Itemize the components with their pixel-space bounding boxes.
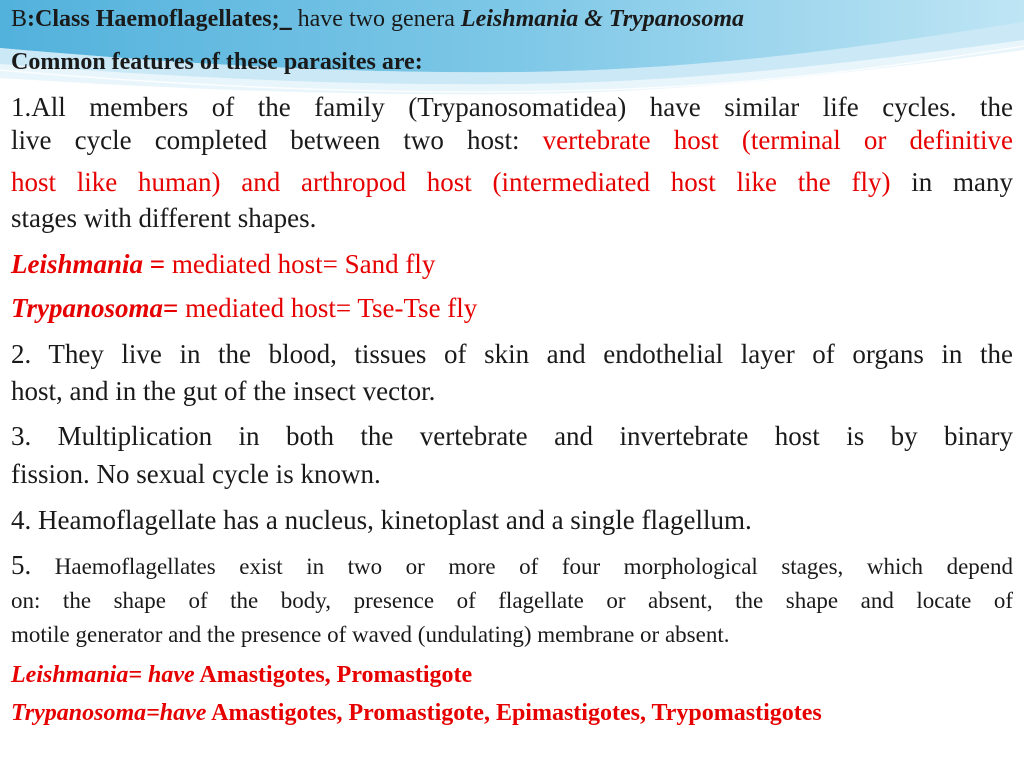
point1-line1: 1.All members of the family (Trypanosomatidea) have similar life cycles. the (11, 92, 1013, 122)
point1-line3-text: in many (890, 167, 1013, 197)
trypanosoma-host-label: mediated host= Tse-Tse fly (178, 293, 478, 323)
title-underline: _ (279, 6, 292, 32)
point1-line2-text: live cycle completed between two host: (11, 125, 543, 155)
leishmania-equals: = (143, 249, 172, 279)
point5-line2: on: the shape of the body, presence of flagellate or absent, the shape and locate of (11, 588, 1013, 613)
trypanosoma-host-line (11, 295, 1013, 322)
leishmania-host-label: mediated host= Sand fly (171, 249, 436, 279)
point1-line2-highlight: vertebrate host (terminal or definitive (542, 125, 1014, 155)
point1-line4: stages with different shapes. (11, 203, 317, 233)
trypanosoma-stages-list: Amastigotes, Promastigote, Epimastigotes, Trypomastigotes (206, 700, 822, 726)
point2-line2: host, and in the gut of the insect vector. (11, 376, 436, 406)
trypanosoma-equals: = (163, 293, 179, 323)
leishmania-stages-list: Amastigotes, Promastigote (194, 662, 473, 688)
point3-line2: fission. No sexual cycle is known. (11, 459, 381, 489)
trypanosoma-stages-line (11, 701, 1013, 725)
trypanosoma-name: Trypanosoma (11, 293, 164, 323)
point3-line1: 3. Multiplication in both the vertebrate and invertebrate host is by binary (11, 421, 1013, 451)
leishmania-host-line (11, 251, 1013, 278)
point5-line1 (11, 552, 1013, 579)
point5-number: 5. (11, 550, 32, 580)
point1-line3 (11, 169, 1013, 196)
title-class-name: Class Haemoflagellates; (35, 6, 280, 32)
point2-line1: 2. They live in the blood, tissues of skin and endothelial layer of organs in the (11, 339, 1013, 369)
title-prefix: B (11, 6, 28, 32)
title-mid: have two genera (291, 6, 461, 32)
title-separator: : (27, 6, 36, 32)
point1-line2 (11, 127, 1013, 154)
slide-title (11, 7, 1013, 31)
leishmania-stages-name: Leishmania= have (11, 662, 195, 688)
leishmania-stages-line (11, 663, 1013, 687)
trypanosoma-stages-name: Trypanosoma=have (11, 700, 207, 726)
subtitle: Common features of these parasites are: (11, 49, 423, 75)
title-genera: Leishmania & Trypanosoma (460, 6, 745, 32)
point5-line3: motile generator and the presence of waved (undulating) membrane or absent. (11, 622, 730, 647)
leishmania-name: Leishmania (11, 249, 144, 279)
point4: 4. Heamoflagellate has a nucleus, kinetoplast and a single flagellum. (11, 505, 752, 535)
point1-line3-highlight: host like human) and arthropod host (intermediated host like the fly) (11, 167, 891, 197)
point5-line1-text: Haemoflagellates exist in two or more of four morphological stages, which depend (31, 554, 1013, 579)
